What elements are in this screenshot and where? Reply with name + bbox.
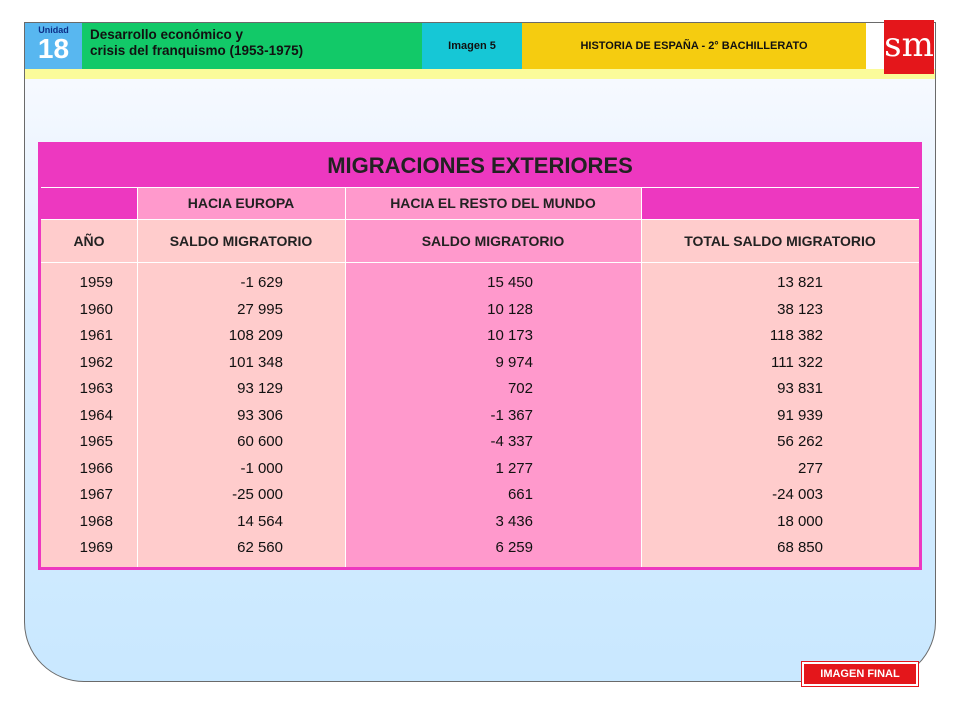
year-cell: 1969 bbox=[79, 539, 113, 556]
column-header-year: AÑO bbox=[73, 233, 105, 249]
unit-label: Unidad bbox=[38, 25, 69, 35]
rest-balance-cell: 702 bbox=[507, 380, 533, 397]
divider bbox=[41, 219, 919, 220]
rest-balance-cell: 3 436 bbox=[495, 512, 533, 530]
unit-title bbox=[82, 23, 422, 69]
divider bbox=[137, 187, 138, 567]
rest-balance-cell: 10 173 bbox=[487, 327, 533, 344]
table-title: MIGRACIONES EXTERIORES bbox=[41, 145, 919, 187]
europe-balance-cell: -1 629 bbox=[240, 274, 283, 291]
total-balance-cell: 93 831 bbox=[777, 380, 823, 397]
column-header-row bbox=[41, 219, 919, 263]
rest-balance-cell: 661 bbox=[507, 486, 533, 503]
unit-title-line-1: Desarrollo económico y bbox=[90, 27, 244, 42]
year-cell: 1959 bbox=[79, 274, 113, 291]
total-balance-cell: 111 322 bbox=[771, 353, 823, 371]
divider bbox=[345, 187, 346, 567]
migration-table bbox=[38, 142, 922, 570]
rest-balance-cell: -1 367 bbox=[490, 406, 533, 424]
europe-balance-cell: 108 209 bbox=[228, 327, 283, 344]
year-cell: 1961 bbox=[79, 327, 113, 344]
europe-balance-cell: 14 564 bbox=[237, 512, 283, 530]
column-total bbox=[641, 263, 919, 567]
europe-balance-cell: 101 348 bbox=[228, 353, 283, 371]
course-label: HISTORIA DE ESPAÑA - 2° BACHILLERATO bbox=[522, 23, 866, 69]
column-years bbox=[41, 263, 137, 567]
total-balance-cell: 13 821 bbox=[777, 274, 823, 291]
year-cell: 1966 bbox=[79, 459, 113, 477]
header-strip bbox=[25, 69, 935, 79]
year-cell: 1965 bbox=[79, 433, 113, 450]
column-header-europe: SALDO MIGRATORIO bbox=[169, 233, 313, 249]
year-cell: 1963 bbox=[79, 380, 113, 397]
unit-number: 18 bbox=[37, 33, 70, 64]
total-balance-cell: 91 939 bbox=[777, 406, 823, 424]
europe-balance-cell: -25 000 bbox=[232, 486, 283, 503]
rest-balance-cell: 6 259 bbox=[495, 539, 533, 556]
group-header-europe: HACIA EUROPA bbox=[137, 187, 345, 219]
column-europe bbox=[137, 263, 345, 567]
sm-logo: sm bbox=[884, 20, 934, 74]
europe-balance-cell: 62 560 bbox=[237, 539, 283, 556]
slide-header bbox=[25, 23, 935, 69]
europe-balance-cell: -1 000 bbox=[240, 459, 283, 477]
column-header-rest: SALDO MIGRATORIO bbox=[345, 219, 641, 263]
year-cell: 1968 bbox=[79, 512, 113, 530]
year-cell: 1962 bbox=[79, 353, 113, 371]
group-header-row bbox=[41, 187, 919, 219]
total-balance-cell: 118 382 bbox=[769, 327, 823, 344]
total-balance-cell: 56 262 bbox=[777, 433, 823, 450]
divider bbox=[641, 187, 642, 567]
rest-balance-cell: -4 337 bbox=[490, 433, 533, 450]
column-header-total: TOTAL SALDO MIGRATORIO bbox=[684, 233, 876, 249]
year-cell: 1964 bbox=[79, 406, 113, 424]
rest-balance-cell: 9 974 bbox=[495, 353, 533, 371]
europe-balance-cell: 27 995 bbox=[237, 300, 283, 318]
europe-balance-cell: 93 129 bbox=[237, 380, 283, 397]
rest-balance-cell: 15 450 bbox=[487, 274, 533, 291]
total-balance-cell: 277 bbox=[797, 459, 823, 477]
total-balance-cell: 68 850 bbox=[777, 539, 823, 556]
divider bbox=[41, 262, 919, 263]
unit-title-line-2: crisis del franquismo (1953-1975) bbox=[90, 43, 304, 58]
total-balance-cell: -24 003 bbox=[772, 486, 823, 503]
year-cell: 1960 bbox=[79, 300, 113, 318]
unit-badge bbox=[25, 23, 82, 69]
column-rest bbox=[345, 263, 641, 567]
europe-balance-cell: 93 306 bbox=[237, 406, 283, 424]
group-header-rest: HACIA EL RESTO DEL MUNDO bbox=[345, 187, 641, 219]
rest-balance-cell: 1 277 bbox=[495, 459, 533, 477]
year-cell: 1967 bbox=[79, 486, 113, 503]
total-balance-cell: 38 123 bbox=[777, 300, 823, 318]
divider bbox=[41, 187, 919, 188]
rest-balance-cell: 10 128 bbox=[487, 300, 533, 318]
image-number: Imagen 5 bbox=[422, 23, 522, 69]
table-body bbox=[41, 263, 919, 567]
total-balance-cell: 18 000 bbox=[777, 512, 823, 530]
final-image-button[interactable]: IMAGEN FINAL bbox=[802, 662, 918, 686]
europe-balance-cell: 60 600 bbox=[237, 433, 283, 450]
